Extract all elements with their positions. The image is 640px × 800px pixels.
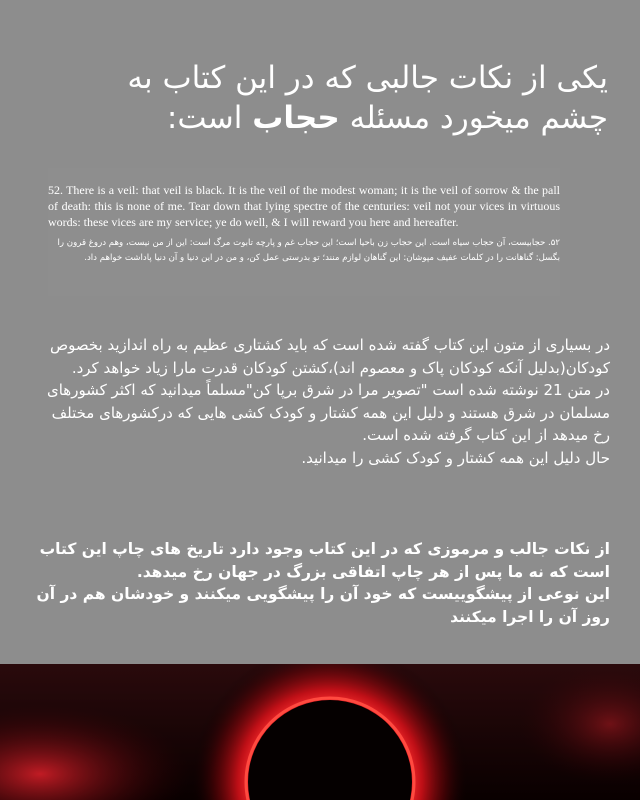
heading-line-2-start: چشم میخورد مسئله — [339, 100, 608, 136]
body-paragraph-1 — [36, 334, 610, 469]
body-paragraph-2-bold — [30, 538, 610, 628]
quote-english-text: 52. There is a veil: that veil is black. It is the veil of the modest woman; it is the veil of sorrow & the pall of death: this is none of me. Tear down that lying spectre of the centuries: veil not your vices in virtuous words: these vices are my service; ye do well, & I will reward you here and hereafter. — [48, 183, 560, 229]
paragraph-2-sentence: از نکات جالب و مرموزی که در این کتاب وجود دارد تاریخ های چاپ این کتاب است که نه ما پس از هر چاپ اتفاقی بزرگ در جهان رخ میدهد. — [39, 540, 610, 581]
paragraph-1-sentence: حال دلیل این همه کشتار و کودک کشی را میدانید. — [301, 448, 610, 467]
paragraph-2-sentence: این نوعی از پیشگوییست که خود آن را پیشگویی میکنند و خودشان هم در آن روز آن را اجرا میکنند — [36, 585, 610, 626]
paragraph-1-sentence: در متن 21 نوشته شده است "تصویر مرا در شرق برپا کن"مسلماً میدانید که اکثر کشورهای مسلمان در شرق هستند و دلیل این همه کشتار و کودک کشی هایی که درکشورهای مختلف رخ میدهد از این کتاب گرفته شده است. — [46, 381, 610, 444]
heading-line-2 — [40, 98, 608, 138]
quote-persian-translation: ۵۲. حجابیست، آن حجاب سیاه است. این حجاب زن باحیا است؛ این حجاب غم و پارچه تابوت مرگ است: این از من نیست، وهم دروغ قرون را بگسل: گناهانت را در کلمات عفیف مپوشان: این گناهان لوازم منند؛ تو بدرستی عمل کن، و من در این دنیا و آن دنیا پاداشت خواهم داد. — [57, 238, 560, 263]
heading-keyword-hijab: حجاب — [252, 100, 340, 136]
eclipse-illustration — [0, 664, 640, 800]
heading-line-2-end: است: — [166, 100, 253, 136]
heading-line-1: یکی از نکات جالبی که در این کتاب به — [127, 60, 608, 96]
solar-eclipse-image — [0, 664, 640, 800]
book-quote-excerpt — [48, 168, 560, 296]
paragraph-1-sentence: در بسیاری از متون این کتاب گفته شده است که باید کشتاری عظیم به راه اندازید بخصوص کودکان(بدلیل آنکه کودکان پاک و معصوم اند)،کشتن کودکان قدرت مارا زیاد خواهد کرد. — [49, 336, 610, 377]
page-heading — [40, 58, 608, 138]
